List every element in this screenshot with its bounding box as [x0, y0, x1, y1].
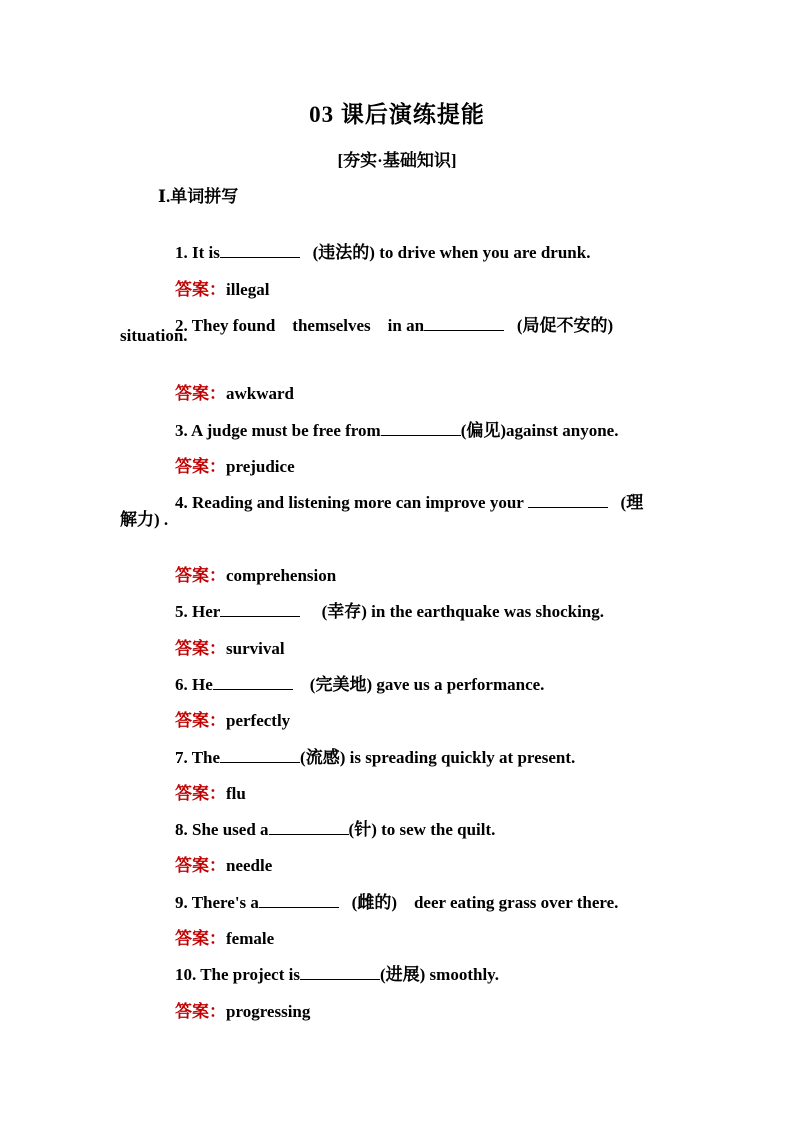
question-text: (完美地) gave us a performance. — [292, 675, 545, 694]
section-subtitle: [夯实·基础知识] — [337, 151, 457, 170]
question-text: (理 — [607, 493, 644, 512]
question-2 — [158, 291, 613, 356]
question-text: (针) to sew the quilt. — [348, 820, 496, 839]
answer-blank — [300, 965, 380, 980]
answer-text: flu — [226, 784, 246, 803]
answer-blank — [381, 421, 461, 436]
answer-label: 答案： — [175, 711, 226, 730]
answer-text: perfectly — [226, 711, 291, 730]
answer-text: progressing — [226, 1002, 311, 1021]
answer-label: 答案： — [175, 566, 226, 585]
answer-10 — [158, 977, 310, 1042]
question-text: 4. Reading and listening more can improve your — [175, 493, 528, 512]
question-text: (幸存) in the earthquake was shocking. — [300, 602, 604, 621]
question-text: 3. A judge must be free from — [175, 421, 381, 440]
answer-text: prejudice — [226, 457, 295, 476]
question-text: (偏见)against anyone. — [460, 421, 619, 440]
question-2-continued: situation. — [120, 326, 188, 345]
question-text: 5. Her — [175, 602, 221, 621]
answer-label: 答案： — [175, 639, 226, 658]
answer-blank — [424, 316, 504, 331]
answer-text: comprehension — [226, 566, 337, 585]
question-text: (局促不安的) — [504, 316, 614, 335]
section-heading: Ⅰ.单词拼写 — [158, 187, 239, 206]
question-4-continued: 解力) . — [120, 510, 169, 529]
answer-text: illegal — [226, 280, 270, 299]
question-text: 10. The project is — [175, 965, 300, 984]
question-text: (进展) smoothly. — [379, 965, 499, 984]
answer-label: 答案： — [175, 457, 226, 476]
answer-text: female — [226, 929, 275, 948]
question-text: 9. There's a — [175, 893, 259, 912]
question-text: 1. It is — [175, 243, 220, 262]
answer-text: needle — [226, 856, 273, 875]
question-text: 2. They found themselves in an — [175, 316, 425, 335]
answer-label: 答案： — [175, 384, 226, 403]
question-text: (违法的) to drive when you are drunk. — [299, 243, 591, 262]
question-text: 8. She used a — [175, 820, 269, 839]
question-4 — [158, 468, 643, 533]
answer-blank — [528, 493, 608, 508]
answer-label: 答案： — [175, 280, 226, 299]
answer-text: awkward — [226, 384, 295, 403]
answer-text: survival — [226, 639, 285, 658]
answer-label: 答案： — [175, 856, 226, 875]
question-text: (流感) is spreading quickly at present. — [300, 748, 576, 767]
answer-blank — [269, 820, 349, 835]
question-text: 7. The — [175, 748, 221, 767]
page-title: 03 课后演练提能 — [309, 102, 485, 127]
question-text: 6. He — [175, 675, 213, 694]
question-text: (雌的) deer eating grass over there. — [338, 893, 619, 912]
answer-label: 答案： — [175, 929, 226, 948]
answer-label: 答案： — [175, 784, 226, 803]
answer-label: 答案： — [175, 1002, 226, 1021]
